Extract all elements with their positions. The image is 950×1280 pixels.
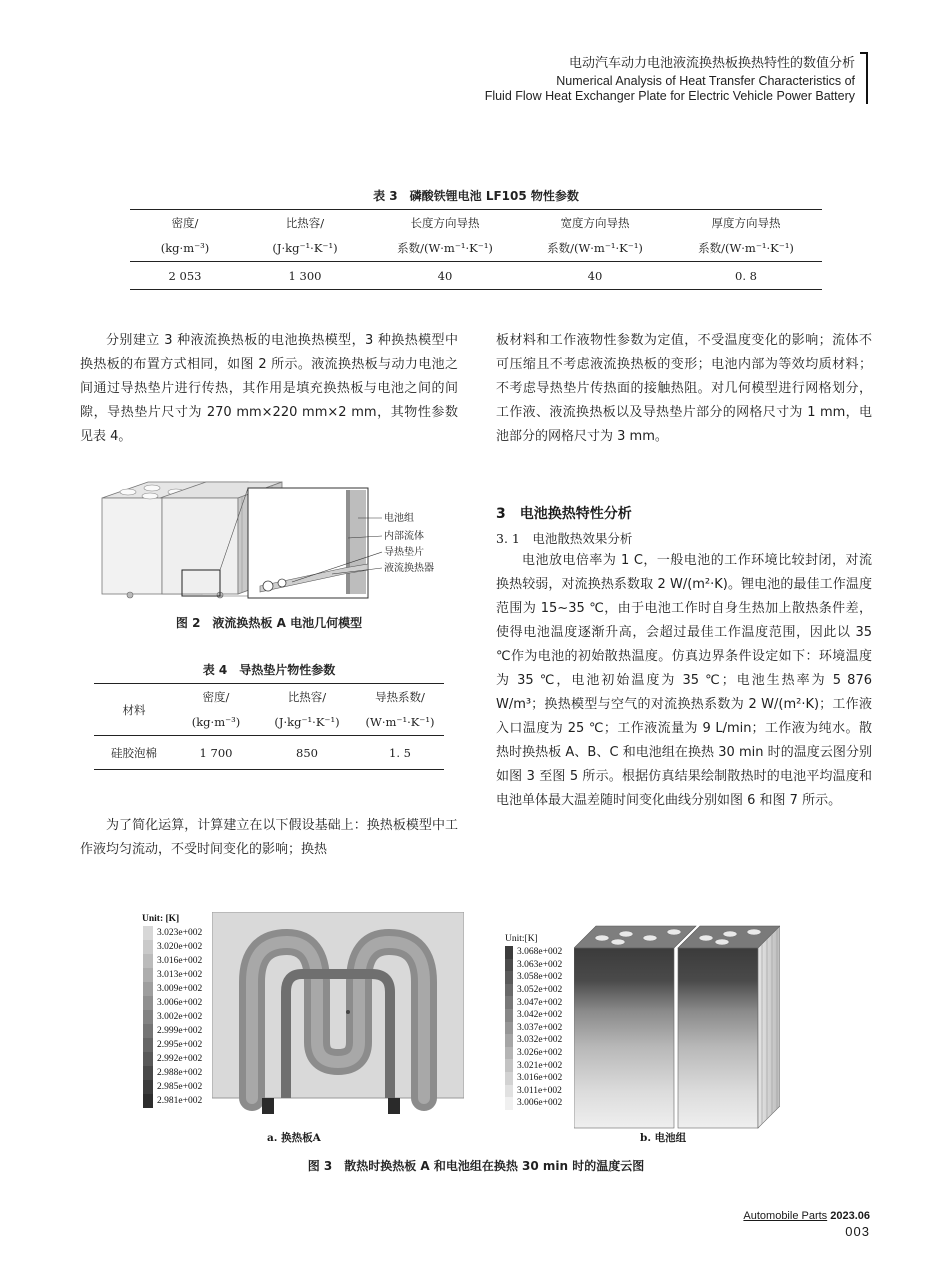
legend-swatch [505, 984, 513, 997]
t4-h1-1: 比热容/ [287, 689, 327, 704]
t4-cell-1: 1 700 [199, 745, 233, 760]
t4-h-material: 材料 [122, 702, 146, 717]
page-number: 003 [845, 1224, 870, 1239]
t4-cell-0: 硅胶泡棉 [111, 745, 157, 760]
legend-entry [505, 1085, 562, 1098]
t3-cell-3: 40 [587, 268, 603, 283]
t3-h1-1: 比热容/ [285, 215, 325, 230]
legend-swatch [505, 1047, 513, 1060]
legend-swatch [143, 1052, 153, 1066]
legend-entry [505, 959, 562, 972]
fig2-detail-inlet [263, 581, 273, 591]
t3-h1-4: 厚度方向导热 [711, 215, 781, 230]
legend-swatch [505, 1022, 513, 1035]
legend-value: 3.047e+002 [517, 997, 563, 1008]
legend-entry [143, 954, 202, 968]
fig3b-contour-battery [574, 912, 780, 1130]
legend-value: 3.063e+002 [517, 959, 563, 970]
fig2-label-1: 内部流体 [384, 531, 424, 542]
fig2-battery-front-1 [102, 498, 162, 594]
legend-entry [143, 940, 202, 954]
legend-value: 3.009e+002 [157, 984, 203, 994]
legend-entry [505, 946, 562, 959]
subsection-heading: 3. 1 电池散热效果分析 [496, 531, 633, 546]
legend-value: 3.021e+002 [517, 1060, 563, 1071]
footer-journal-name: Automobile Parts [743, 1210, 828, 1222]
t3-cell-2: 40 [437, 268, 453, 283]
legend-value: 3.011e+002 [517, 1085, 562, 1096]
fig3b-front-left [574, 948, 674, 1128]
figure2-caption: 图 2 液流换热板 A 电池几何模型 [175, 616, 363, 630]
legend-swatch [143, 996, 153, 1010]
t4-cell-2: 850 [296, 745, 318, 760]
legend-value: 3.016e+002 [517, 1073, 563, 1084]
legend-swatch [505, 996, 513, 1009]
t4-h2-0: (kg·m⁻³) [191, 715, 241, 730]
legend-entry [143, 1094, 202, 1108]
fig2-label-2: 导热垫片 [384, 547, 424, 558]
legend-entry [143, 926, 202, 940]
legend-swatch [505, 971, 513, 984]
legend-swatch [143, 1066, 153, 1080]
legend-value: 3.032e+002 [517, 1035, 563, 1046]
legend-swatch [143, 926, 153, 940]
legend-value: 3.068e+002 [517, 947, 563, 958]
t3-h2-0: (kg·m⁻³) [160, 241, 210, 256]
legend-entry [505, 1009, 562, 1022]
legend-value: 3.023e+002 [157, 928, 203, 938]
legend-entry [143, 1010, 202, 1024]
legend-value: 3.052e+002 [517, 985, 563, 996]
legend-entry [505, 984, 562, 997]
legend-value: 2.981e+002 [157, 1096, 203, 1106]
table3-caption: 表 3 磷酸铁锂电池 LF105 物性参数 [373, 189, 579, 203]
table4 [94, 683, 444, 770]
t3-h1-0: 密度/ [171, 215, 199, 230]
fig3a-subcaption: a. 换热板A [267, 1132, 321, 1144]
right-paragraph-2: 电池放电倍率为 1 C，一般电池的工作环境比较封闭，对流换热较弱，对流换热系数取 2 W/(m²·K)。锂电池的最佳工作温度范围为 15~35 ℃，由于电池工作时自身生热加上散热条件差，使得电池温度逐渐升高，会超过最佳工作温度范围，因此以 35 ℃作为电池的初始散热温度。仿真边界条件设定如下：环境温度为 35 ℃，电池初始温度为 35 ℃；电池生热率为 5 876 W/m³；换热模型与空气的对流换热系数为 2 W/(m²·K)；工作液入口温度为 25 ℃；工作液流量为 9 L/min；工作液为纯水。散热时换热板 A、B、C 和电池组在换热 30 min 时的温度云图分别如图 3 至图 5 所示。根据仿真结果绘制散热时的电池平均温度和电池单体最大温差随时间变化曲线分别如图 6 和图 7 所示。 [496, 553, 872, 808]
legend-entry [505, 996, 562, 1009]
legend-entry [143, 996, 202, 1010]
fig3a-outlet [388, 1098, 400, 1114]
legend-value: 2.985e+002 [157, 1082, 203, 1092]
legend-value: 3.058e+002 [517, 972, 563, 983]
header-rule [866, 52, 868, 104]
legend-entry [505, 1034, 562, 1047]
fig3a-legend [143, 926, 202, 1108]
header-rule-tick [860, 52, 868, 54]
t4-cell-3: 1. 5 [389, 745, 411, 760]
legend-entry [143, 1052, 202, 1066]
right-paragraph-1: 板材料和工作液物性参数为定值，不受温度变化的影响；流体不可压缩且不考虑液流换热板的变形；电池内部为等效均质材料；不考虑导热垫片传热面的接触热阻。对几何模型进行网格划分，工作液、液流换热板以及导热垫片部分的网格尺寸为 1 mm，电池部分的网格尺寸为 3 mm。 [496, 333, 872, 444]
legend-value: 3.016e+002 [157, 956, 203, 966]
legend-swatch [143, 1010, 153, 1024]
legend-value: 3.002e+002 [157, 1012, 203, 1022]
figure2-battery-model [92, 478, 458, 600]
legend-swatch [505, 959, 513, 972]
fig3b-subcaption: b. 电池组 [640, 1132, 687, 1144]
fig3a-contour-plate [212, 912, 464, 1124]
t3-cell-1: 1 300 [288, 268, 322, 283]
legend-entry [143, 1080, 202, 1094]
t3-h2-1: (J·kg⁻¹·K⁻¹) [272, 241, 338, 256]
fig2-pipe-1 [127, 592, 133, 598]
legend-value: 3.026e+002 [517, 1048, 563, 1059]
legend-value: 2.988e+002 [157, 1068, 203, 1078]
legend-swatch [505, 1059, 513, 1072]
legend-entry [505, 1059, 562, 1072]
fig2-label-0: 电池组 [384, 513, 414, 524]
legend-swatch [505, 1097, 513, 1110]
t4-h2-2: (W·m⁻¹·K⁻¹) [365, 715, 435, 730]
legend-value: 3.037e+002 [517, 1022, 563, 1033]
legend-entry [505, 1047, 562, 1060]
footer-journal [743, 1210, 870, 1222]
fig3b-unit: Unit:[K] [505, 934, 538, 944]
fig3a-unit: Unit: [K] [142, 914, 180, 924]
footer-issue: 2023.06 [830, 1210, 870, 1222]
running-title-cn: 电动汽车动力电池液流换热板换热特性的数值分析 [568, 56, 855, 71]
fig2-detail-outlet [278, 579, 286, 587]
legend-entry [143, 982, 202, 996]
legend-swatch [143, 982, 153, 996]
fig3b-front-right [678, 948, 758, 1128]
legend-value: 3.013e+002 [157, 970, 203, 980]
t4-h2-1: (J·kg⁻¹·K⁻¹) [274, 715, 340, 730]
running-title-en [485, 74, 855, 104]
legend-value: 3.042e+002 [517, 1010, 563, 1021]
t4-h1-0: 密度/ [202, 689, 230, 704]
legend-entry [505, 971, 562, 984]
t3-cell-4: 0. 8 [735, 268, 757, 283]
legend-swatch [143, 1038, 153, 1052]
fig3b-legend [505, 946, 562, 1110]
section-heading: 3 电池换热特性分析 [496, 506, 632, 522]
legend-swatch [505, 1009, 513, 1022]
legend-swatch [143, 1094, 153, 1108]
legend-swatch [505, 946, 513, 959]
legend-value: 3.006e+002 [157, 998, 203, 1008]
fig2-battery-front-3 [162, 498, 238, 594]
left-paragraph-2: 为了简化运算，计算建立在以下假设基础上：换热板模型中工作液均匀流动，不受时间变化的影响；换热 [80, 818, 458, 857]
legend-value: 2.999e+002 [157, 1026, 203, 1036]
legend-swatch [143, 1080, 153, 1094]
running-title-en-line2: Fluid Flow Heat Exchanger Plate for Electric Vehicle Power Battery [484, 89, 855, 103]
t3-h1-2: 长度方向导热 [410, 215, 480, 230]
legend-value: 2.995e+002 [157, 1040, 203, 1050]
legend-swatch [143, 968, 153, 982]
fig2-detail-pad [346, 490, 350, 594]
fig3a-center-dot [346, 1010, 350, 1014]
t4-h1-2: 导热系数/ [375, 689, 425, 704]
legend-entry [143, 1038, 202, 1052]
legend-swatch [143, 1024, 153, 1038]
fig2-detail-cell [350, 490, 366, 594]
fig3a-inlet [262, 1098, 274, 1114]
legend-value: 3.020e+002 [157, 942, 203, 952]
legend-entry [505, 1022, 562, 1035]
legend-entry [505, 1072, 562, 1085]
legend-swatch [505, 1085, 513, 1098]
legend-value: 2.992e+002 [157, 1054, 203, 1064]
left-paragraph-1: 分别建立 3 种液流换热板的电池换热模型，3 种换热模型中换热板的布置方式相同，如图 2 所示。液流换热板与动力电池之间通过导热垫片进行传热，其作用是填充换热板与电池之间的间隙，导热垫片尺寸为 270 mm×220 mm×2 mm，其物性参数见表 4。 [80, 333, 458, 444]
legend-entry [143, 968, 202, 982]
t3-h2-2: 系数/(W·m⁻¹·K⁻¹) [397, 241, 493, 256]
figure3-caption: 图 3 散热时换热板 A 和电池组在换热 30 min 时的温度云图 [307, 1159, 645, 1173]
t3-cell-0: 2 053 [168, 268, 202, 283]
fig2-label-3: 液流换热器 [384, 563, 434, 574]
legend-swatch [505, 1034, 513, 1047]
t3-h1-3: 宽度方向导热 [560, 215, 630, 230]
legend-entry [143, 1066, 202, 1080]
t3-h2-4: 系数/(W·m⁻¹·K⁻¹) [698, 241, 794, 256]
legend-value: 3.006e+002 [517, 1098, 563, 1109]
running-title-en-line1: Numerical Analysis of Heat Transfer Characteristics of [556, 74, 855, 88]
legend-swatch [505, 1072, 513, 1085]
table3 [130, 209, 822, 290]
t3-h2-3: 系数/(W·m⁻¹·K⁻¹) [547, 241, 643, 256]
legend-entry [505, 1097, 562, 1110]
legend-entry [143, 1024, 202, 1038]
legend-swatch [143, 940, 153, 954]
legend-swatch [143, 954, 153, 968]
table4-caption: 表 4 导热垫片物性参数 [202, 663, 336, 677]
